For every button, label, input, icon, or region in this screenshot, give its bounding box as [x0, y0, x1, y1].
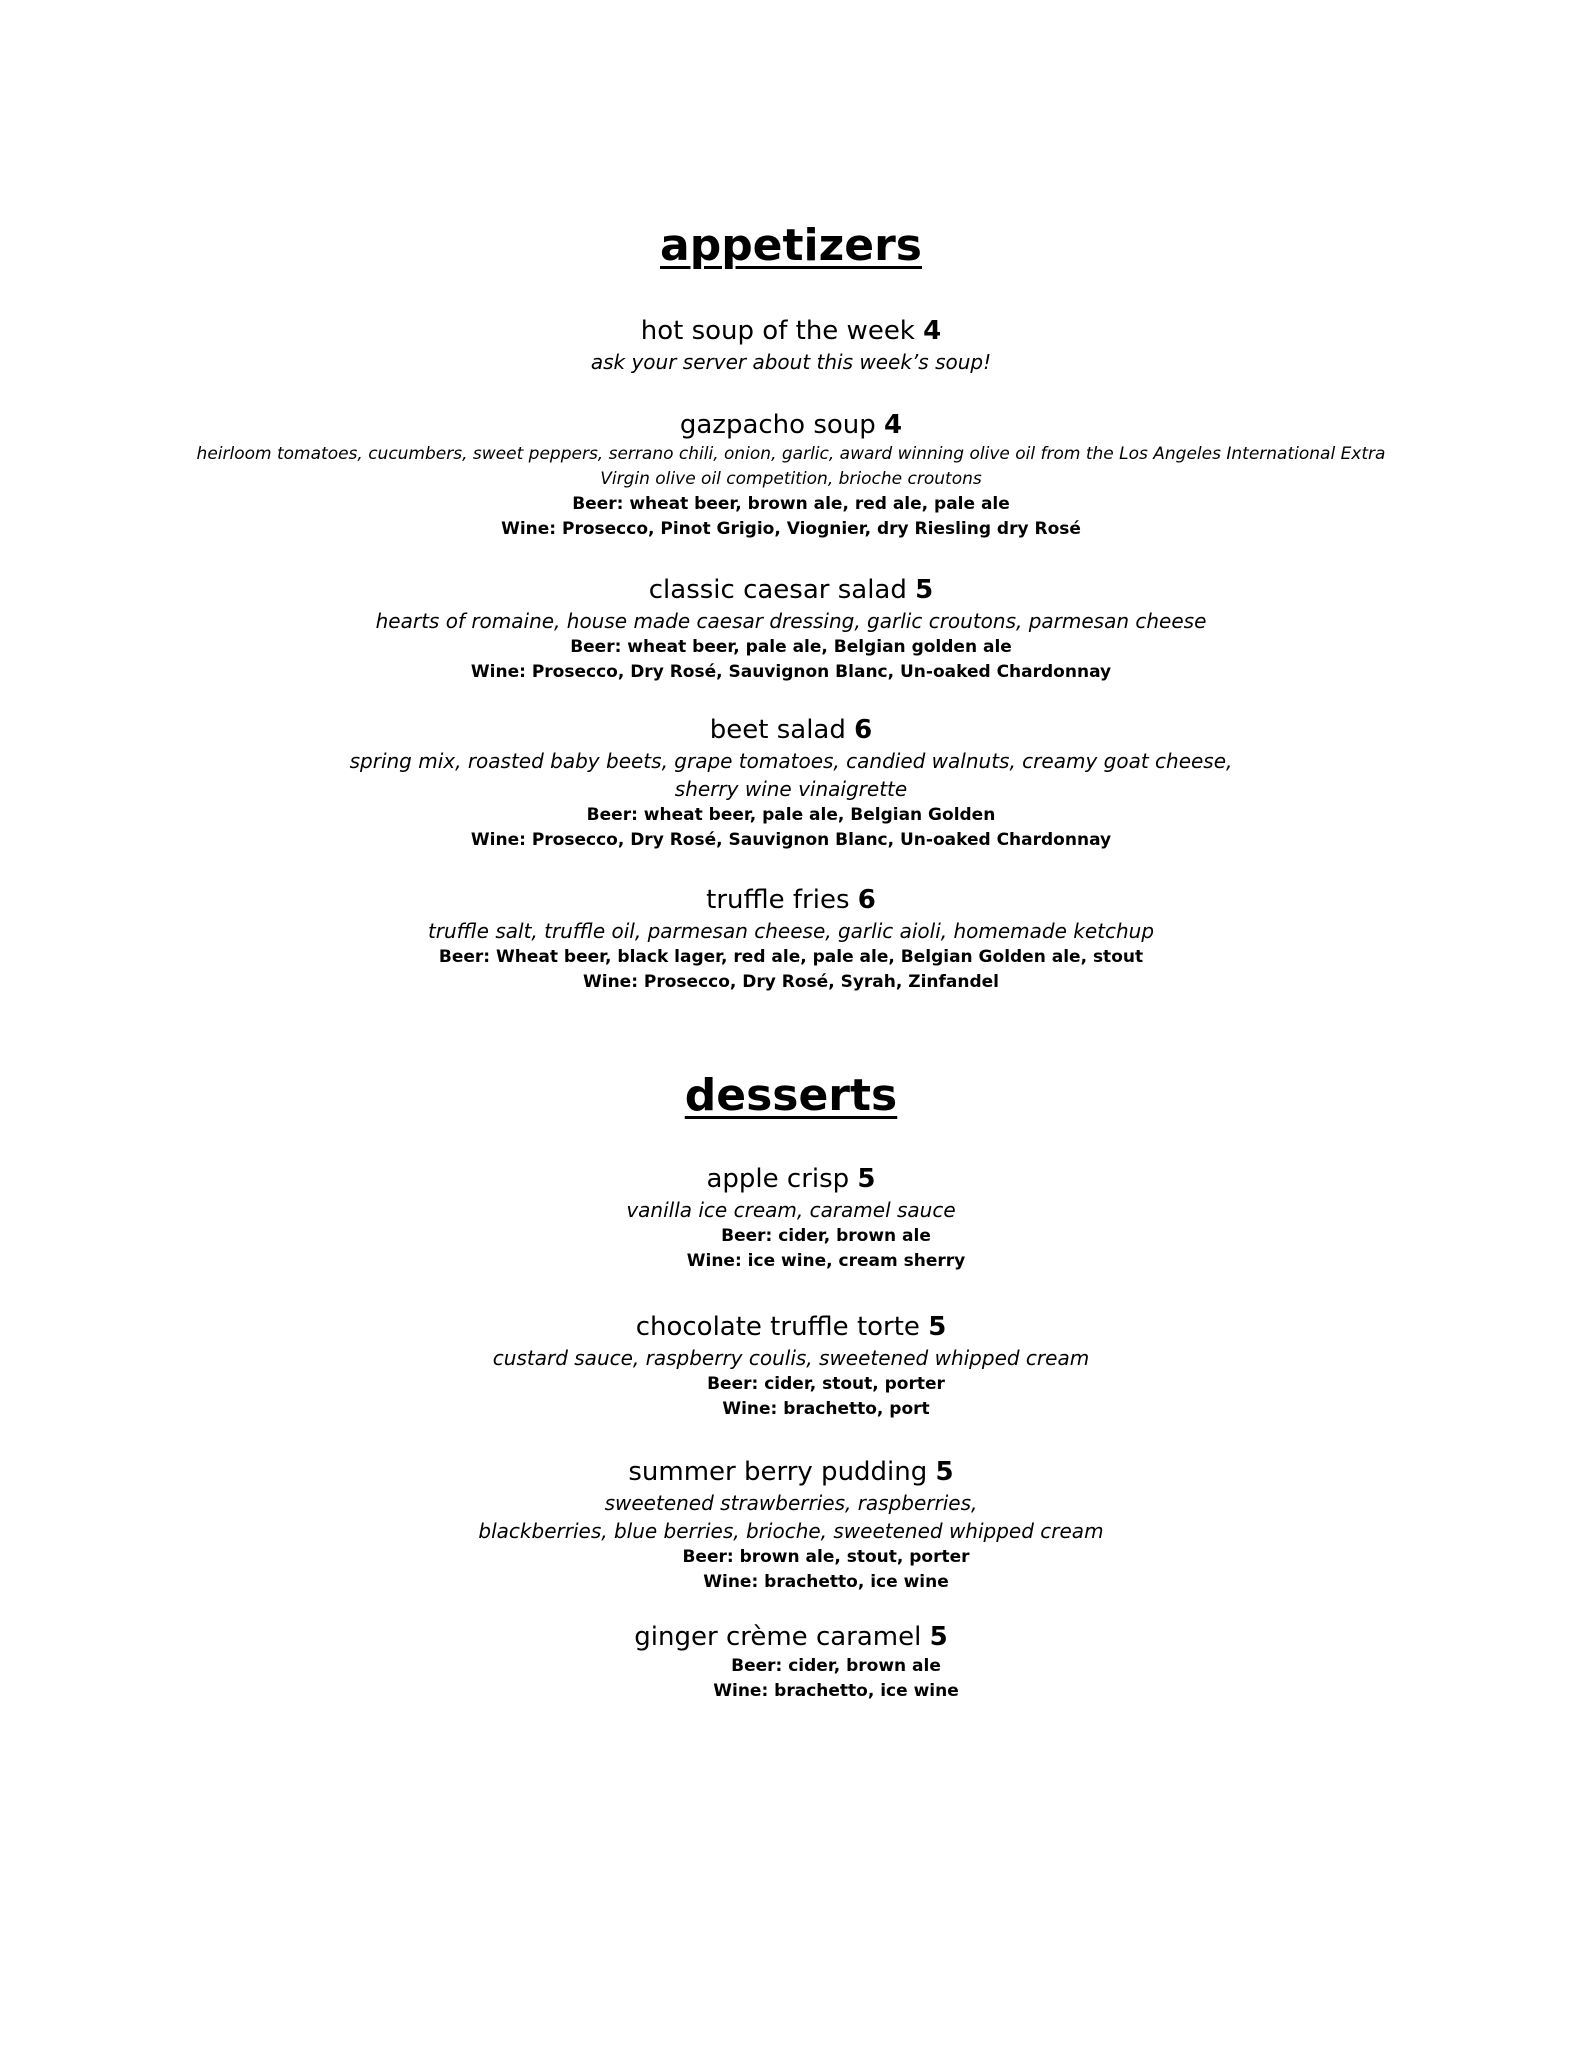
beer-pairing: Beer: Wheat beer, black lager, red ale, pale ale, Belgian Golden ale, stout — [438, 947, 1144, 967]
item-title — [0, 314, 1582, 348]
item-title — [0, 408, 1582, 442]
wine-pairing: Wine: Prosecco, Dry Rosé, Syrah, Zinfandel — [582, 972, 999, 992]
item-title — [0, 1310, 1582, 1344]
item-name: chocolate truffle torte — [635, 1312, 920, 1342]
menu-item-truffle-fries — [0, 883, 1582, 995]
menu-item-summer-berry-pudding — [0, 1455, 1582, 1595]
item-description: sweetened strawberries, raspberries, — [604, 1491, 978, 1515]
item-description: sherry wine vinaigrette — [674, 777, 908, 801]
item-title — [0, 713, 1582, 747]
item-name: ginger crème caramel — [634, 1622, 922, 1652]
item-name: gazpacho soup — [679, 410, 876, 440]
menu-item-ginger-creme-caramel — [0, 1620, 1582, 1704]
item-description: vanilla ice cream, caramel sauce — [626, 1198, 956, 1222]
beer-pairing: Beer: brown ale, stout, porter — [682, 1547, 970, 1567]
item-title — [0, 1455, 1582, 1489]
beer-pairing: Beer: wheat beer, pale ale, Belgian Golden — [586, 805, 996, 825]
item-title — [0, 573, 1582, 607]
menu-item-gazpacho-soup — [0, 408, 1582, 542]
item-price: 5 — [915, 575, 934, 605]
item-description: spring mix, roasted baby beets, grape tomatoes, candied walnuts, creamy goat cheese, — [349, 749, 1233, 773]
menu-item-apple-crisp — [0, 1162, 1582, 1274]
beer-pairing: Beer: wheat beer, pale ale, Belgian golden ale — [570, 637, 1012, 657]
item-description: blackberries, blue berries, brioche, sweetened whipped cream — [478, 1519, 1104, 1543]
wine-pairing: Wine: brachetto, port — [722, 1399, 930, 1419]
desserts-heading: desserts — [684, 1070, 898, 1121]
wine-pairing: Wine: Prosecco, Dry Rosé, Sauvignon Blanc, Un-oaked Chardonnay — [470, 662, 1112, 682]
item-price: 5 — [857, 1164, 876, 1194]
item-title — [0, 1162, 1582, 1196]
item-description: Virgin olive oil competition, brioche croutons — [600, 469, 982, 489]
item-description: heirloom tomatoes, cucumbers, sweet peppers, serrano chili, onion, garlic, award winning olive oil from the Los Angeles International Extra — [196, 444, 1386, 464]
beer-pairing: Beer: cider, stout, porter — [707, 1374, 945, 1394]
item-description: ask your server about this week’s soup! — [590, 350, 992, 374]
item-name: hot soup of the week — [640, 316, 915, 346]
menu-item-beet-salad — [0, 713, 1582, 853]
item-name: apple crisp — [706, 1164, 850, 1194]
item-name: classic caesar salad — [648, 575, 907, 605]
item-description: truffle salt, truffle oil, parmesan cheese, garlic aioli, homemade ketchup — [427, 919, 1155, 943]
item-price: 6 — [854, 715, 873, 745]
item-price: 5 — [928, 1312, 947, 1342]
beer-pairing: Beer: cider, brown ale — [731, 1656, 941, 1676]
beer-pairing: Beer: wheat beer, brown ale, red ale, pale ale — [572, 494, 1010, 514]
appetizers-heading: appetizers — [660, 220, 922, 271]
item-price: 5 — [935, 1457, 954, 1487]
menu-item-chocolate-truffle-torte — [0, 1310, 1582, 1422]
menu-item-caesar-salad — [0, 573, 1582, 685]
item-price: 4 — [923, 316, 942, 346]
wine-pairing: Wine: Prosecco, Pinot Grigio, Viognier, dry Riesling dry Rosé — [501, 519, 1081, 539]
item-price: 6 — [857, 885, 876, 915]
wine-pairing: Wine: Prosecco, Dry Rosé, Sauvignon Blanc, Un-oaked Chardonnay — [470, 830, 1112, 850]
item-price: 4 — [884, 410, 903, 440]
wine-pairing: Wine: brachetto, ice wine — [703, 1572, 949, 1592]
wine-pairing: Wine: brachetto, ice wine — [713, 1681, 959, 1701]
item-price: 5 — [929, 1622, 948, 1652]
wine-pairing: Wine: ice wine, cream sherry — [686, 1251, 966, 1271]
item-title — [0, 883, 1582, 917]
item-description: hearts of romaine, house made caesar dressing, garlic croutons, parmesan cheese — [375, 609, 1207, 633]
item-description: custard sauce, raspberry coulis, sweetened whipped cream — [492, 1346, 1090, 1370]
menu-item-hot-soup — [0, 314, 1582, 376]
beer-pairing: Beer: cider, brown ale — [721, 1226, 931, 1246]
item-title — [0, 1620, 1582, 1654]
item-name: truffle fries — [706, 885, 850, 915]
item-name: summer berry pudding — [628, 1457, 928, 1487]
item-name: beet salad — [709, 715, 846, 745]
